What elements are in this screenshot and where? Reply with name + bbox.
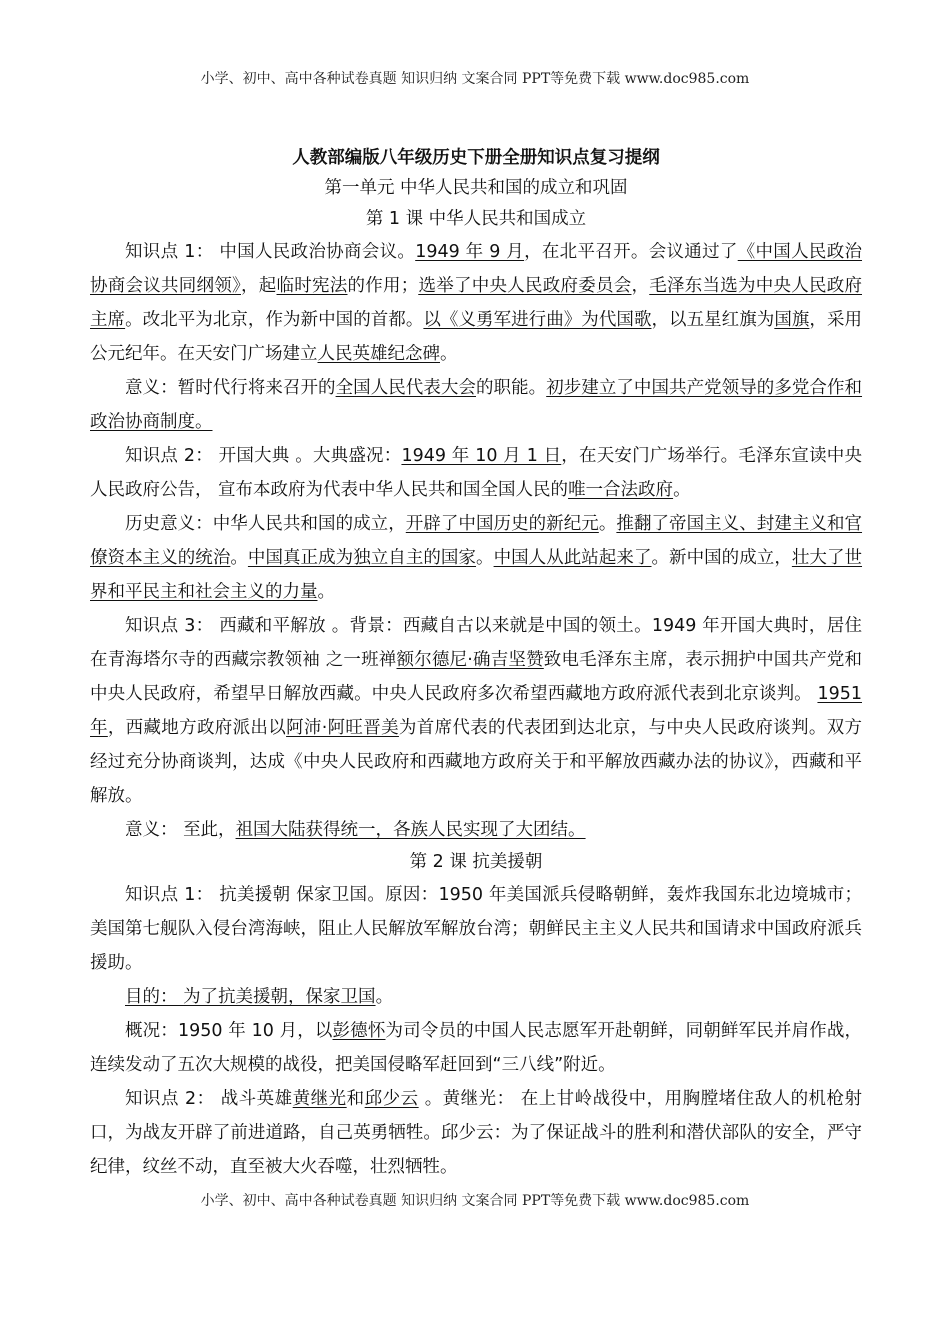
document-body: [90, 143, 862, 1184]
knowledge-point-1-cppcc: 知识点 1： 中国人民政治协商会议。1949 年 9 月，在北平召开。会议通过了《中国人民政治协商会议共同纲领》，起临时宪法的作用；选举了中央人民政府委员会，毛泽东当选为中央人民政府主席。改北平为北京，作为新中国的首都。以《义勇军进行曲》为代国歌，以五星红旗为国旗，采用公元纪年。在天安门广场建立人民英雄纪念碑。: [90, 242, 863, 364]
page-footer-watermark: 小学、初中、高中各种试卷真题 知识归纳 文案合同 PPT等免费下载 www.doc985.com: [200, 1193, 750, 1209]
lesson-2-knowledge-point-1: 知识点 1： 抗美援朝 保家卫国。原因：1950 年美国派兵侵略朝鲜，轰炸我国东北边境城市；美国第七舰队入侵台湾海峡，阻止人民解放军解放台湾；朝鲜民主主义人民共和国请求中国政府派兵援助。: [90, 885, 862, 973]
korean-war-purpose: 目的： 为了抗美援朝，保家卫国。: [125, 987, 394, 1007]
page-header-watermark: 小学、初中、高中各种试卷真题 知识归纳 文案合同 PPT等免费下载 www.doc985.com: [200, 71, 750, 87]
knowledge-point-3-tibet-liberation: 知识点 3： 西藏和平解放 。背景：西藏自古以来就是中国的领土。1949 年开国大典时，居住在青海塔尔寺的西藏宗教领袖 之一班禅额尔德尼·确吉坚赞致电毛泽东主席，表示拥护中国共产党和中央人民政府，希望早日解放西藏。中央人民政府多次希望西藏地方政府派代表到北京谈判。 1951 年，西藏地方政府派出以阿沛·阿旺晋美为首席代表的代表团到达北京，与中央人民政府谈判。双方经过充分协商谈判，达成《中央人民政府和西藏地方政府关于和平解放西藏办法的协议》，西藏和平解放。: [90, 616, 863, 806]
lesson-2-heading: 第 2 课 抗美援朝: [409, 852, 543, 872]
lesson-1-heading: 第 1 课 中华人民共和国成立: [365, 209, 587, 229]
document-title: 人教部编版八年级历史下册全册知识点复习提纲: [292, 148, 660, 168]
lesson-2-knowledge-point-2-heroes: 知识点 2： 战斗英雄黄继光和邱少云 。黄继光： 在上甘岭战役中，用胸膛堵住敌人的机枪射口，为战友开辟了前进道路，自己英勇牺牲。邱少云：为了保证战斗的胜利和潜伏部队的安全，严守纪律，纹丝不动，直至被大火吞噬，壮烈牺牲。: [90, 1089, 863, 1177]
cppcc-significance: 意义：暂时代行将来召开的全国人民代表大会的职能。初步建立了中国共产党领导的多党合作和政治协商制度。: [90, 378, 863, 432]
tibet-significance: 意义： 至此，祖国大陆获得统一，各族人民实现了大团结。: [125, 820, 586, 840]
knowledge-point-2-founding-ceremony: 知识点 2： 开国大典 。大典盛况：1949 年 10 月 1 日，在天安门广场举行。毛泽东宣读中央人民政府公告， 宣布本政府为代表中华人民共和国全国人民的唯一合法政府。: [90, 446, 862, 500]
korean-war-overview: 概况：1950 年 10 月，以彭德怀为司令员的中国人民志愿军开赴朝鲜，同朝鲜军民并肩作战，连续发动了五次大规模的战役，把美国侵略军赶回到“三八线”附近。: [90, 1021, 862, 1075]
unit-heading: 第一单元 中华人民共和国的成立和巩固: [324, 178, 628, 198]
founding-historical-significance: 历史意义：中华人民共和国的成立，开辟了中国历史的新纪元。推翻了帝国主义、封建主义和官僚资本主义的统治。中国真正成为独立自主的国家。中国人从此站起来了。新中国的成立，壮大了世界和平民主和社会主义的力量。: [90, 514, 863, 602]
